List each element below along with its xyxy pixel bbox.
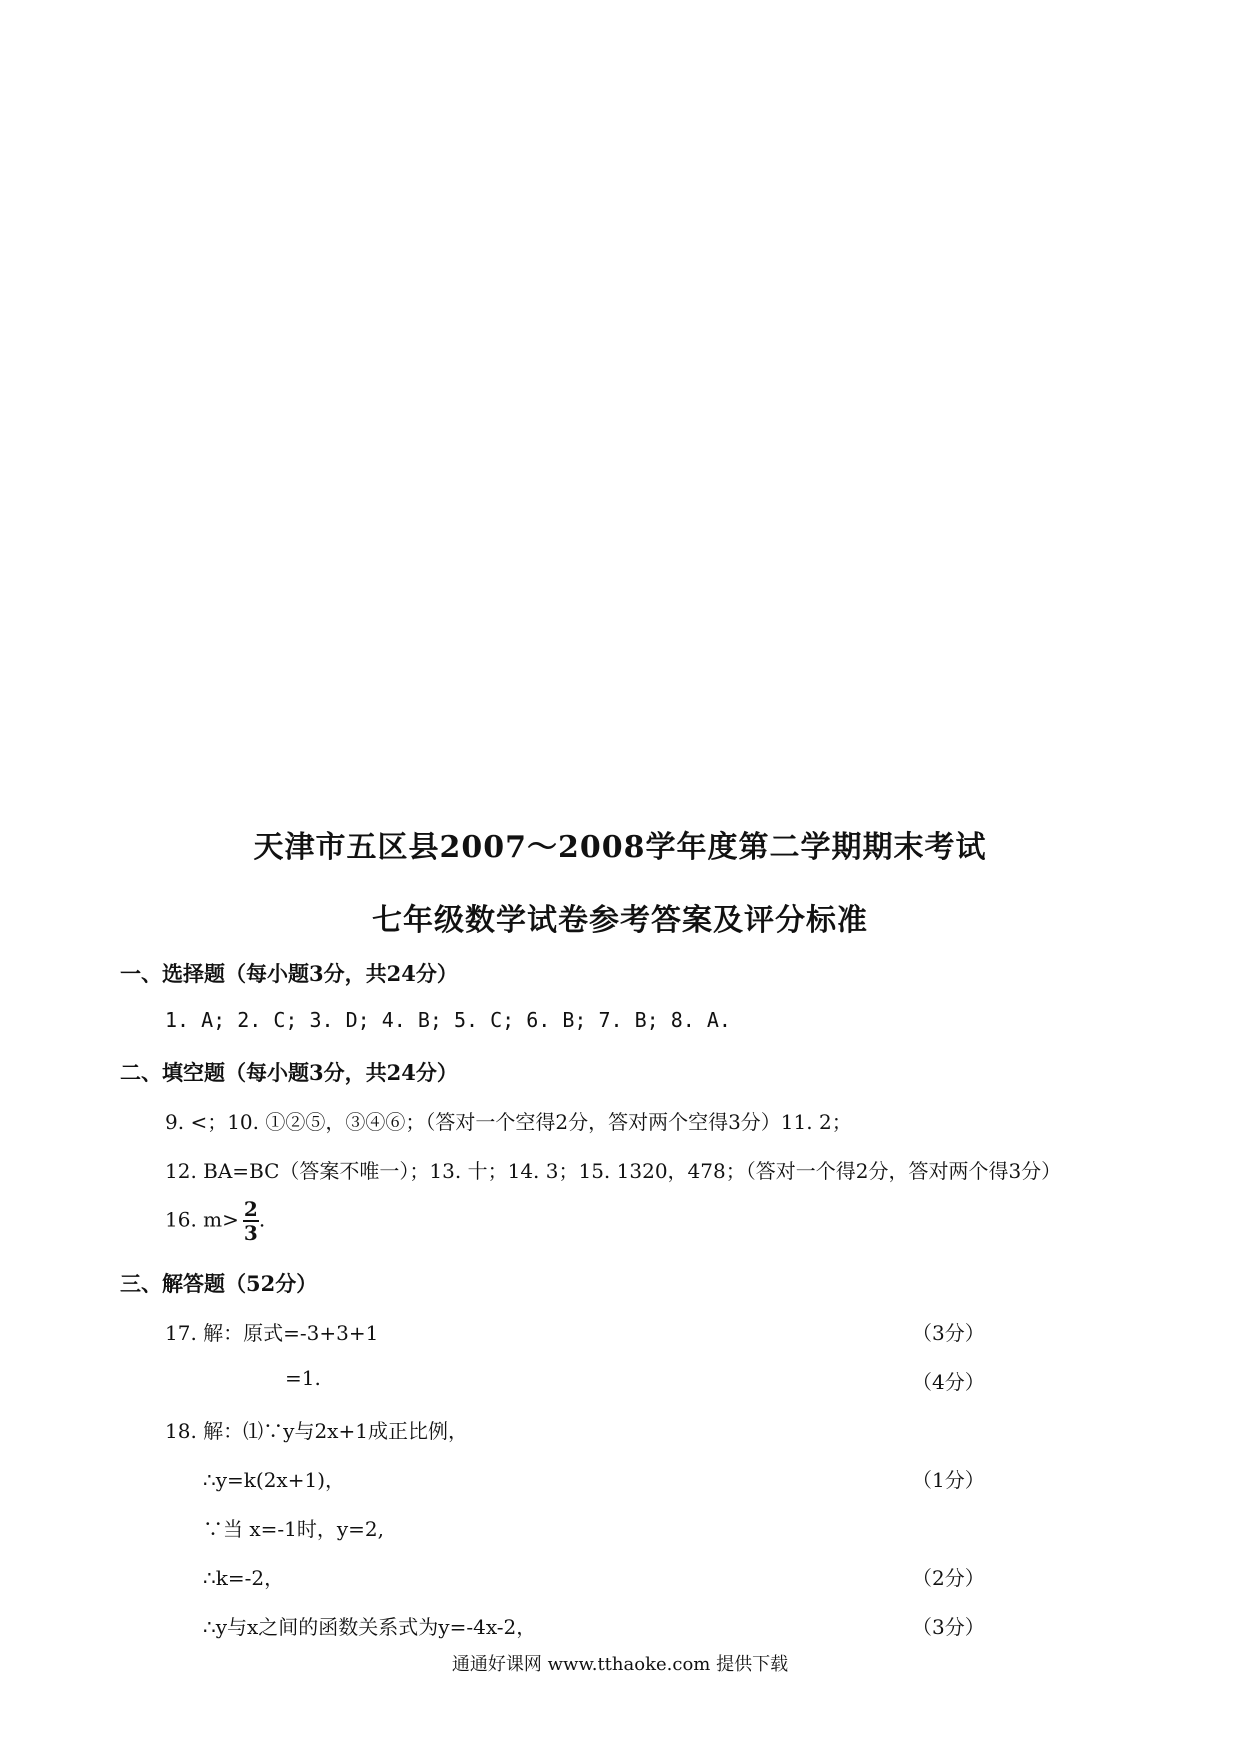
- document-subtitle: 七年级数学试卷参考答案及评分标准: [372, 903, 868, 938]
- section-fill-heading: 二、填空题（每小题3分，共24分）: [120, 1060, 458, 1085]
- q17-line-2: =1.: [285, 1366, 321, 1390]
- q18-line-2: ∴y=k(2x+1)，: [203, 1468, 345, 1492]
- fill-answers-line-1: 9. <；10. ①②⑤，③④⑥；（答对一个空得2分，答对两个空得3分）11. 2；: [165, 1110, 852, 1134]
- fraction-numerator: 2: [243, 1197, 258, 1221]
- q18-score-4: （2分）: [912, 1566, 985, 1590]
- fill-answer-16-suffix: .: [258, 1207, 266, 1232]
- choice-answers: 1. A; 2. C; 3. D; 4. B; 5. C; 6. B; 7. B; 8. A.: [165, 1008, 731, 1032]
- fraction-denominator: 3: [243, 1221, 258, 1245]
- q18-score-5: （3分）: [912, 1615, 985, 1639]
- section-solve-heading: 三、解答题（52分）: [120, 1271, 318, 1296]
- fill-answer-16-prefix: 16. m>: [165, 1207, 239, 1232]
- section-choice-heading: 一、选择题（每小题3分，共24分）: [120, 961, 458, 986]
- page-footer: 通通好课网 www.tthaoke.com 提供下载: [451, 1654, 789, 1675]
- q17-line-1: 17. 解：原式=-3+3+1: [165, 1321, 379, 1345]
- q18-line-3: ∵当 x=-1时，y=2,: [203, 1517, 385, 1541]
- fill-answers-line-2: 12. BA=BC（答案不唯一）；13. 十；14. 3；15. 1320，478；（答对一个得2分，答对两个得3分）: [165, 1159, 1062, 1183]
- q18-line-1: 18. 解：⑴∵y与2x+1成正比例，: [165, 1419, 468, 1443]
- q17-score-1: （3分）: [912, 1321, 985, 1345]
- fill-answers-line-3: [165, 1198, 265, 1244]
- q17-score-2: （4分）: [912, 1370, 985, 1394]
- q18-line-5: ∴y与x之间的函数关系式为y=-4x-2，: [203, 1615, 537, 1639]
- q18-score-2: （1分）: [912, 1468, 985, 1492]
- fraction: [243, 1198, 259, 1244]
- q18-line-4: ∴k=-2，: [203, 1566, 285, 1590]
- document-title: 天津市五区县2007～2008学年度第二学期期末考试: [253, 830, 987, 865]
